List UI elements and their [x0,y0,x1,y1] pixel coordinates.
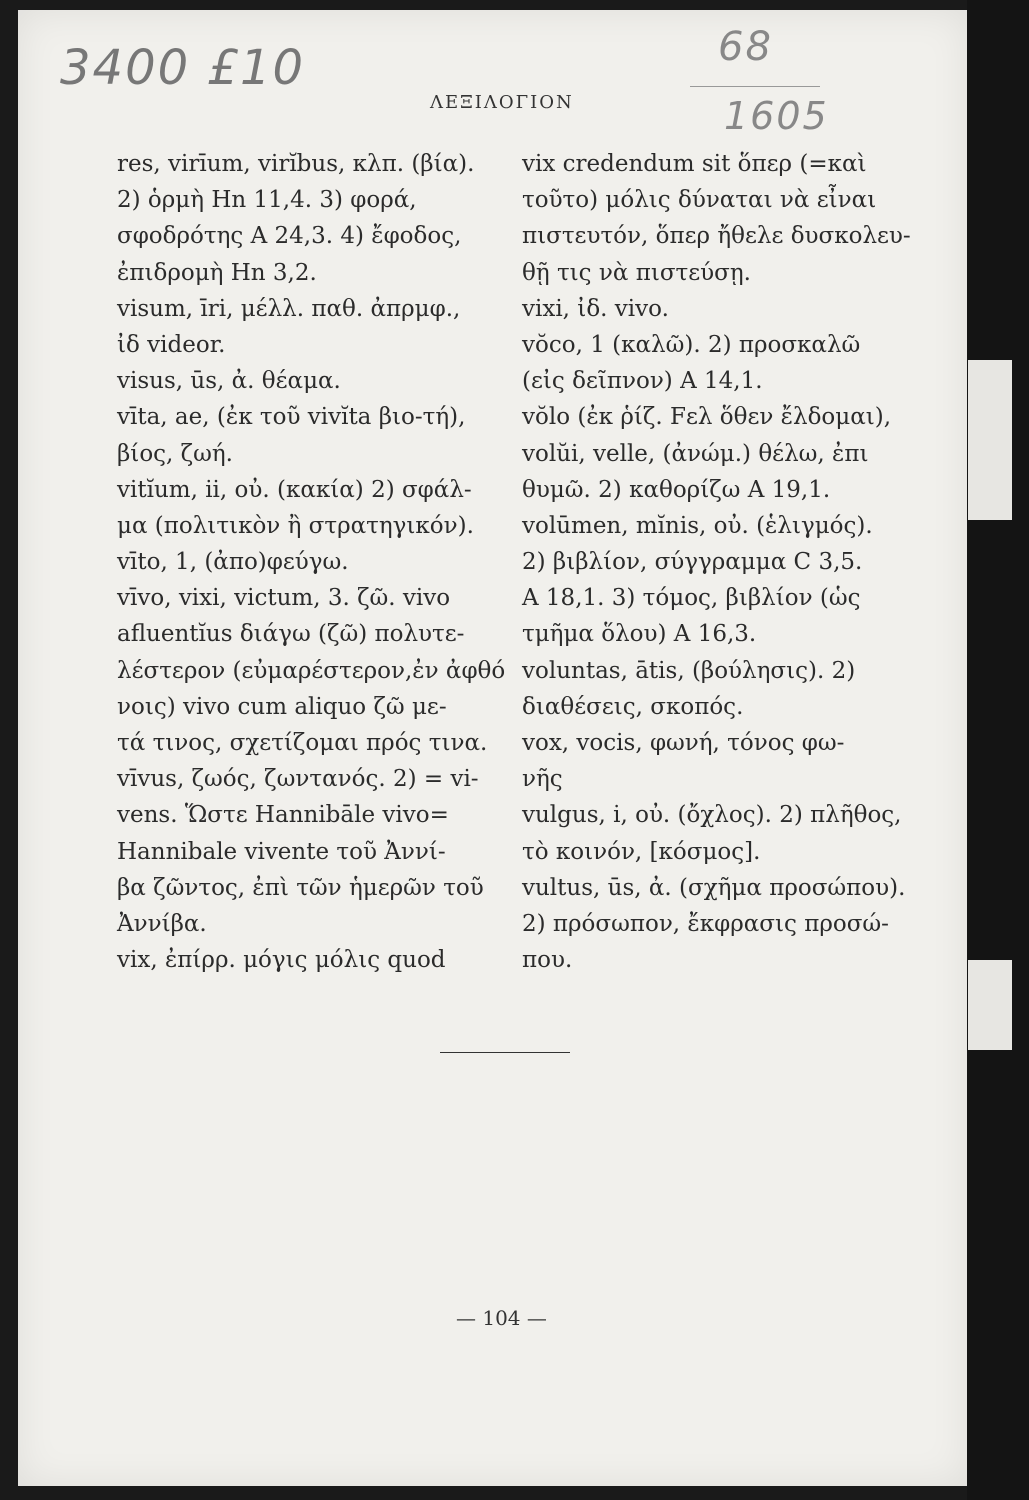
dictionary-line: Α 18,1. 3) τόμος, βιβλίον (ὡς [522,585,861,612]
dictionary-line: vŏco, 1 (καλῶ). 2) προσκαλῶ [522,331,861,358]
dictionary-line: (εἰς δεῖπνον) Α 14,1. [522,368,763,395]
dictionary-line: vīvus, ζωός, ζωντανός. 2) = vi- [117,766,479,793]
dictionary-line: θῇ τις νὰ πιστεύσῃ. [522,259,751,286]
left-column [117,146,506,978]
paper-fragment [968,960,1012,1050]
dictionary-line: 2) πρόσωπον, ἔκφρασις προσώ- [522,910,889,937]
dictionary-line: visum, īri, μέλλ. παθ. ἀπρμφ., [117,295,461,322]
dictionary-line: ἰδ videor. [117,331,226,358]
dictionary-line: τμῆμα ὅλου) Α 16,3. [522,621,757,648]
dictionary-line: vīvo, vixi, victum, 3. ζῶ. vivo [117,585,451,612]
dictionary-line: vultus, ūs, ἀ. (σχῆμα προσώπου). [522,874,906,901]
dictionary-line: vīta, ae, (ἐκ τοῦ vivĭta βιο-τή), [117,404,466,431]
end-rule [440,1052,570,1053]
dictionary-line: 2) βιβλίον, σύγγραμμα C 3,5. [522,549,863,576]
dictionary-line: διαθέσεις, σκοπός. [522,693,744,720]
dictionary-line: λέστερον (εὐμαρέστερον,ἐν ἀφθό [117,657,506,684]
dictionary-line: νῆς [522,766,563,793]
page-edge-shadow [967,0,1029,1500]
dictionary-line: πιστευτόν, ὅπερ ἤθελε δυσκολευ- [522,223,911,250]
handwritten-number-top: 68 [718,24,773,70]
dictionary-line: vitĭum, ii, οὐ. (κακία) 2) σφάλ- [117,476,472,503]
dictionary-line: τοῦτο) μόλις δύναται νὰ εἶναι [522,187,877,214]
dictionary-line: θυμῶ. 2) καθορίζω Α 19,1. [522,476,831,503]
dictionary-line: που. [522,947,573,974]
running-header: ΛΕΞΙΛΟΓΙΟΝ [430,92,574,113]
paper-fragment [968,360,1012,520]
dictionary-line: νοις) vivo cum aliquo ζῶ με- [117,693,447,720]
dictionary-line: res, virīum, virĭbus, κλπ. (βία). [117,151,475,177]
dictionary-line: vix credendum sit ὅπερ (=καὶ [522,151,867,177]
dictionary-line: vīto, 1, (ἀπο)φεύγω. [117,549,349,576]
dictionary-line: visus, ūs, ἀ. θέαμα. [117,368,341,395]
page-number: — 104 — [456,1306,547,1330]
dictionary-line: Hannibale vivente τοῦ Ἀννί- [117,838,446,865]
dictionary-line: ἐπιδρομὴ Hn 3,2. [117,259,317,286]
handwritten-fraction-line [690,86,820,87]
dictionary-line: Ἀννίβα. [117,910,207,937]
dictionary-line: vŏlo (ἐκ ῥίζ. Fελ ὅθεν ἔλδομαι), [522,404,892,431]
dictionary-line: afluentĭus διάγω (ζῶ) πολυτε- [117,621,465,648]
dictionary-line: 2) ὁρμὴ Hn 11,4. 3) φορά, [117,187,417,214]
right-column [522,146,922,978]
dictionary-line: vixi, ἰδ. vivo. [522,295,669,322]
dictionary-line: volŭi, velle, (ἀνώμ.) θέλω, ἐπι [522,440,869,467]
dictionary-line: μα (πολιτικὸν ἢ στρατηγικόν). [117,512,474,539]
handwritten-price-code: 3400 £10 [60,40,306,96]
dictionary-line: τά τινος, σχετίζομαι πρός τινα. [117,730,488,756]
dictionary-line: τὸ κοινόν, [κόσμος]. [522,838,761,865]
dictionary-line: σφοδρότης Α 24,3. 4) ἔφοδος, [117,223,462,250]
dictionary-line: vulgus, i, οὐ. (ὄχλος). 2) πλῆθος, [522,802,902,829]
dictionary-line: βα ζῶντος, ἐπὶ τῶν ἡμερῶν τοῦ [117,874,484,901]
dictionary-line: voluntas, ātis, (βούλησις). 2) [522,657,856,684]
dictionary-line: volūmen, mĭnis, οὐ. (ἑλιγμός). [522,512,873,539]
dictionary-line: vix, ἐπίρρ. μόγις μόλις quod [117,947,446,974]
dictionary-line: vens. Ὥστε Hannibāle vivo= [117,802,449,829]
dictionary-line: βίος, ζωή. [117,440,233,467]
handwritten-number-bottom: 1605 [724,94,829,138]
dictionary-line: vox, vocis, φωνή, τόνος φω- [522,730,845,756]
